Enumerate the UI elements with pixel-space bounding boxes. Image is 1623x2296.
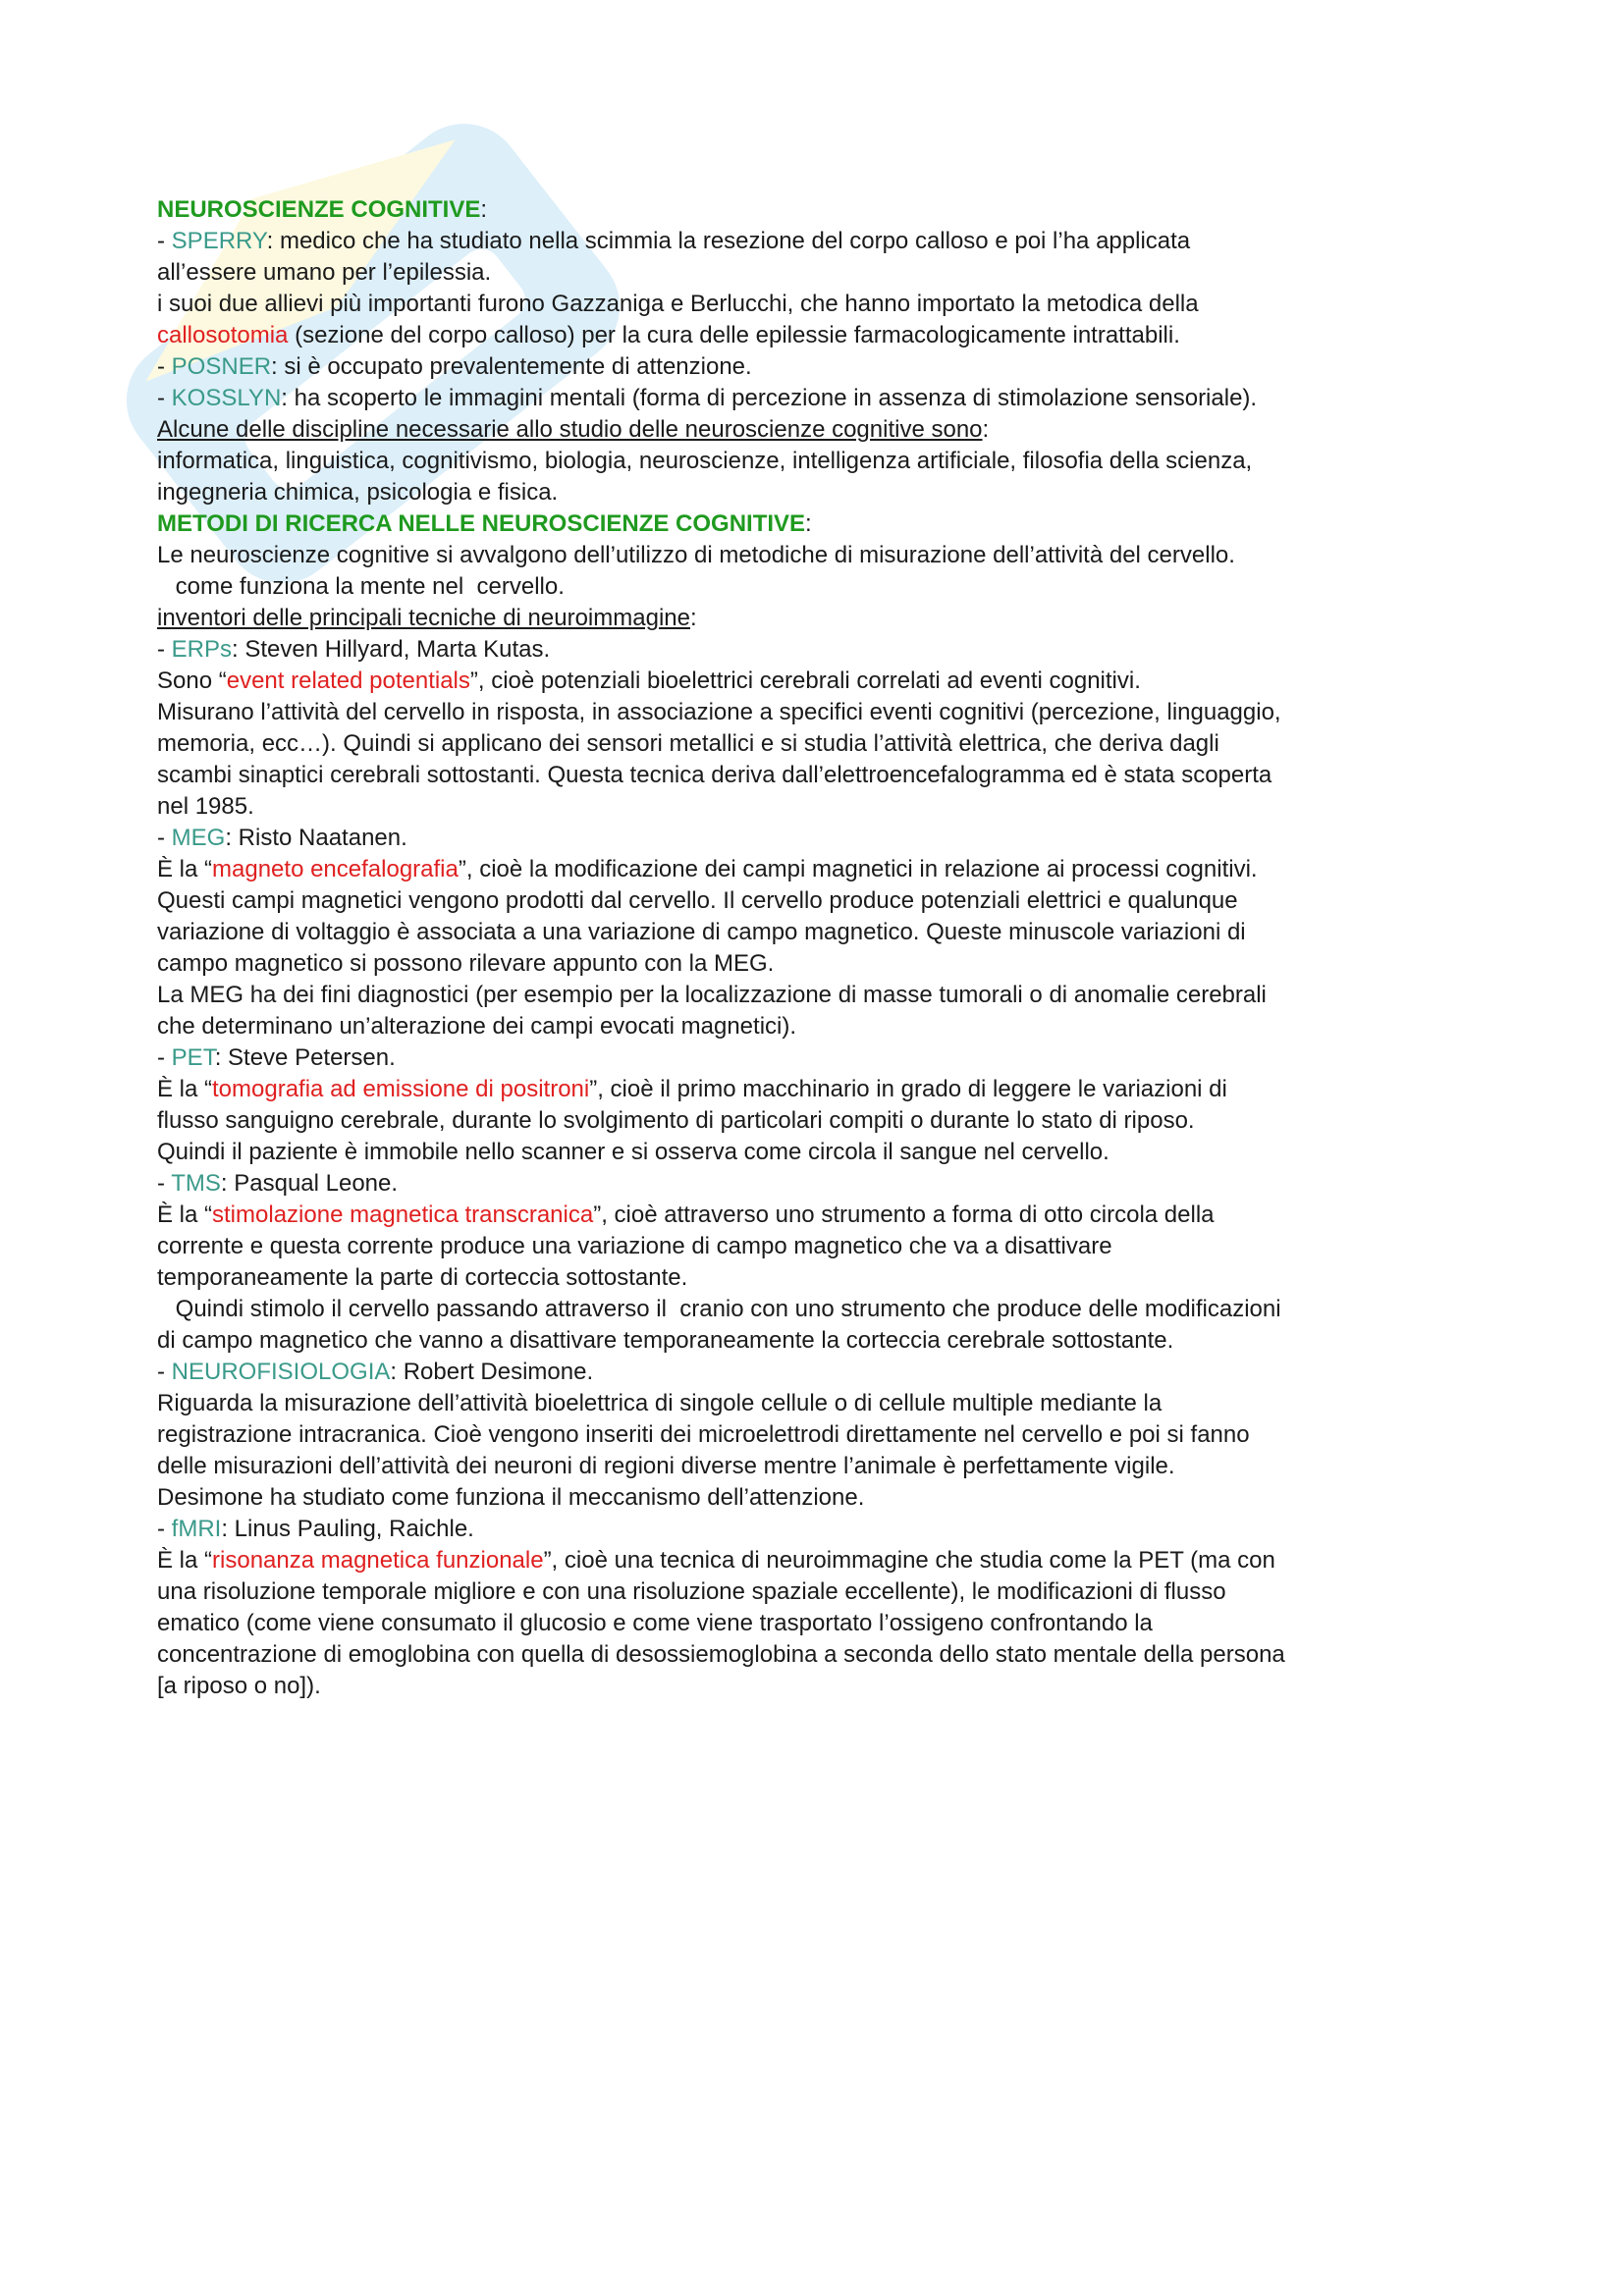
text-span: [a riposo o no]). xyxy=(157,1673,321,1699)
text-line xyxy=(157,1200,1492,1231)
text-span: - xyxy=(157,636,172,663)
text-span: Le neuroscienze cognitive si avvalgono dell’utilizzo di metodiche di misurazione dell’attività del cervello. xyxy=(157,542,1235,568)
text-span: ”, cioè attraverso uno strumento a forma di otto circola della xyxy=(593,1201,1215,1228)
text-span: Questi campi magnetici vengono prodotti dal cervello. Il cervello produce potenziali elettrici e qualunque xyxy=(157,887,1238,914)
text-line xyxy=(157,603,1492,634)
text-line xyxy=(157,885,1492,917)
text-line xyxy=(157,760,1492,791)
text-span: È la “ xyxy=(157,1076,213,1102)
technique-label: ERPs xyxy=(171,636,233,663)
text-line xyxy=(157,289,1492,320)
technique-label: SPERRY xyxy=(171,228,267,254)
text-line xyxy=(157,823,1492,854)
text-line xyxy=(157,854,1492,885)
section-heading: NEUROSCIENZE COGNITIVE xyxy=(157,196,481,223)
text-line xyxy=(157,571,1492,603)
text-line xyxy=(157,917,1492,948)
text-span: Quindi il paziente è immobile nello scanner e si osserva come circola il sangue nel cervello. xyxy=(157,1139,1109,1165)
text-line xyxy=(157,508,1492,540)
text-line xyxy=(157,320,1492,351)
text-span: che determinano un’alterazione dei campi evocati magnetici). xyxy=(157,1013,797,1040)
text-span: una risoluzione temporale migliore e con una risoluzione spaziale eccellente), le modificazioni di flusso xyxy=(157,1578,1226,1605)
text-span: : Risto Naatanen. xyxy=(225,825,407,851)
text-span: : ha scoperto le immagini mentali (forma di percezione in assenza di stimolazione sensoriale). xyxy=(281,385,1258,411)
text-line xyxy=(157,1011,1492,1042)
text-span: registrazione intracranica. Cioè vengono inseriti dei microelettrodi direttamente nel cervello e poi si fanno xyxy=(157,1421,1250,1448)
text-span: Quindi stimolo il cervello passando attraverso il cranio con uno strumento che produce delle modificazioni xyxy=(169,1296,1281,1322)
text-line xyxy=(157,1671,1492,1702)
text-span: - xyxy=(157,1516,172,1542)
text-line xyxy=(157,1325,1492,1357)
text-line xyxy=(157,1482,1492,1514)
section-heading: METODI DI RICERCA NELLE NEUROSCIENZE COGNITIVE xyxy=(157,510,806,537)
text-span: ”, cioè una tecnica di neuroimmagine che studia come la PET (ma con xyxy=(543,1547,1275,1574)
term-highlight: stimolazione magnetica transcranica xyxy=(212,1201,594,1228)
technique-label: POSNER xyxy=(171,353,272,380)
text-line xyxy=(157,1451,1492,1482)
text-span: corrente e questa corrente produce una variazione di campo magnetico che va a disattivare xyxy=(157,1233,1112,1259)
text-line xyxy=(157,1545,1492,1576)
text-span: delle misurazioni dell’attività dei neuroni di regioni diverse mentre l’animale è perfettamente vigile. xyxy=(157,1453,1175,1479)
text-line xyxy=(157,1074,1492,1105)
text-span: : xyxy=(982,416,990,443)
text-span: ”, cioè il primo macchinario in grado di leggere le variazioni di xyxy=(589,1076,1227,1102)
text-span: Desimone ha studiato come funziona il meccanismo dell’attenzione. xyxy=(157,1484,865,1511)
text-span: come funziona la mente nel cervello. xyxy=(169,573,565,600)
text-line xyxy=(157,1419,1492,1451)
text-line xyxy=(157,1231,1492,1262)
text-line xyxy=(157,791,1492,823)
text-span: ingegneria chimica, psicologia e fisica. xyxy=(157,479,559,506)
text-span: È la “ xyxy=(157,1201,213,1228)
technique-label: NEUROFISIOLOGIA xyxy=(171,1359,391,1385)
text-line xyxy=(157,1608,1492,1639)
technique-label: PET xyxy=(171,1044,215,1071)
text-line xyxy=(157,540,1492,571)
text-span: : Pasqual Leone. xyxy=(220,1170,399,1197)
text-span: : Linus Pauling, Raichle. xyxy=(221,1516,474,1542)
text-span: - xyxy=(157,1359,172,1385)
text-span: di campo magnetico che vanno a disattivare temporaneamente la corteccia cerebrale sottostante. xyxy=(157,1327,1174,1354)
text-line xyxy=(157,980,1492,1011)
text-span: - xyxy=(157,825,172,851)
text-span: È la “ xyxy=(157,856,213,882)
text-line xyxy=(157,226,1492,257)
text-span: : xyxy=(480,196,488,223)
text-line xyxy=(157,446,1492,477)
text-line xyxy=(157,1294,1492,1325)
text-line xyxy=(157,1576,1492,1608)
text-span: Misurano l’attività del cervello in risposta, in associazione a specifici eventi cognitivi (percezione, linguaggio, xyxy=(157,699,1281,725)
text-span: : xyxy=(689,605,697,631)
text-line xyxy=(157,1137,1492,1168)
document-body xyxy=(157,194,1492,1702)
text-span: all’essere umano per l’epilessia. xyxy=(157,259,492,286)
term-highlight: event related potentials xyxy=(226,667,470,694)
text-line xyxy=(157,414,1492,446)
text-line xyxy=(157,1042,1492,1074)
text-span: variazione di voltaggio è associata a una variazione di campo magnetico. Queste minuscole variazioni di xyxy=(157,919,1246,945)
text-span: - xyxy=(157,385,172,411)
text-line xyxy=(157,1639,1492,1671)
term-highlight: callosotomia xyxy=(157,322,289,348)
text-span: La MEG ha dei fini diagnostici (per esempio per la localizzazione di masse tumorali o di anomalie cerebrali xyxy=(157,982,1267,1008)
text-span: : Steve Petersen. xyxy=(214,1044,396,1071)
text-line xyxy=(157,1514,1492,1545)
text-span: : Robert Desimone. xyxy=(390,1359,594,1385)
text-line xyxy=(157,948,1492,980)
text-line xyxy=(157,257,1492,289)
text-span: temporaneamente la parte di corteccia sottostante. xyxy=(157,1264,688,1291)
text-line xyxy=(157,697,1492,728)
technique-label: KOSSLYN xyxy=(171,385,282,411)
text-span: informatica, linguistica, cognitivismo, biologia, neuroscienze, intelligenza artificiale, filosofia della scienza, xyxy=(157,448,1253,474)
text-span: - xyxy=(157,353,172,380)
text-span: : medico che ha studiato nella scimmia la resezione del corpo calloso e poi l’ha applicata xyxy=(266,228,1191,254)
text-span: flusso sanguigno cerebrale, durante lo svolgimento di particolari compiti o durante lo stato di riposo. xyxy=(157,1107,1195,1134)
text-line xyxy=(157,194,1492,226)
technique-label: MEG xyxy=(171,825,226,851)
text-span: (sezione del corpo calloso) per la cura delle epilessie farmacologicamente intrattabili. xyxy=(288,322,1180,348)
term-highlight: risonanza magnetica funzionale xyxy=(212,1547,544,1574)
text-span: È la “ xyxy=(157,1547,213,1574)
text-line xyxy=(157,1262,1492,1294)
text-span: campo magnetico si possono rilevare appunto con la MEG. xyxy=(157,950,775,977)
text-line xyxy=(157,666,1492,697)
text-span: ”, cioè la modificazione dei campi magnetici in relazione ai processi cognitivi. xyxy=(458,856,1258,882)
term-highlight: magneto encefalografia xyxy=(212,856,459,882)
text-span: Riguarda la misurazione dell’attività bioelettrica di singole cellule o di cellule multiple mediante la xyxy=(157,1390,1163,1416)
technique-label: fMRI xyxy=(171,1516,222,1542)
text-line xyxy=(157,728,1492,760)
text-line xyxy=(157,634,1492,666)
text-span: nel 1985. xyxy=(157,793,254,820)
text-line xyxy=(157,1168,1492,1200)
text-span: i suoi due allievi più importanti furono Gazzaniga e Berlucchi, che hanno importato la metodica della xyxy=(157,291,1199,317)
text-line xyxy=(157,1357,1492,1388)
text-span: memoria, ecc…). Quindi si applicano dei sensori metallici e si studia l’attività elettrica, che deriva dagli xyxy=(157,730,1219,757)
underlined-text: inventori delle principali tecniche di neuroimmagine xyxy=(157,605,690,631)
text-span: - xyxy=(157,228,172,254)
text-span: Sono “ xyxy=(157,667,227,694)
text-span: scambi sinaptici cerebrali sottostanti. Questa tecnica deriva dall’elettroencefalogramma ed è stata scoperta xyxy=(157,762,1272,788)
text-span: ematico (come viene consumato il glucosio e come viene trasportato l’ossigeno confrontando la xyxy=(157,1610,1153,1636)
text-span: concentrazione di emoglobina con quella di desossiemoglobina a seconda dello stato mentale della persona xyxy=(157,1641,1285,1668)
text-span: ”, cioè potenziali bioelettrici cerebrali correlati ad eventi cognitivi. xyxy=(469,667,1141,694)
text-span: : xyxy=(805,510,812,537)
text-span: : Steven Hillyard, Marta Kutas. xyxy=(232,636,551,663)
text-line xyxy=(157,383,1492,414)
text-line xyxy=(157,477,1492,508)
underlined-text: Alcune delle discipline necessarie allo studio delle neuroscienze cognitive sono xyxy=(157,416,983,443)
technique-label: TMS xyxy=(171,1170,221,1197)
term-highlight: tomografia ad emissione di positroni xyxy=(212,1076,590,1102)
text-span: - xyxy=(157,1044,172,1071)
text-line xyxy=(157,1388,1492,1419)
text-line xyxy=(157,351,1492,383)
text-span: : si è occupato prevalentemente di attenzione. xyxy=(271,353,752,380)
text-line xyxy=(157,1105,1492,1137)
text-span: - xyxy=(157,1170,172,1197)
